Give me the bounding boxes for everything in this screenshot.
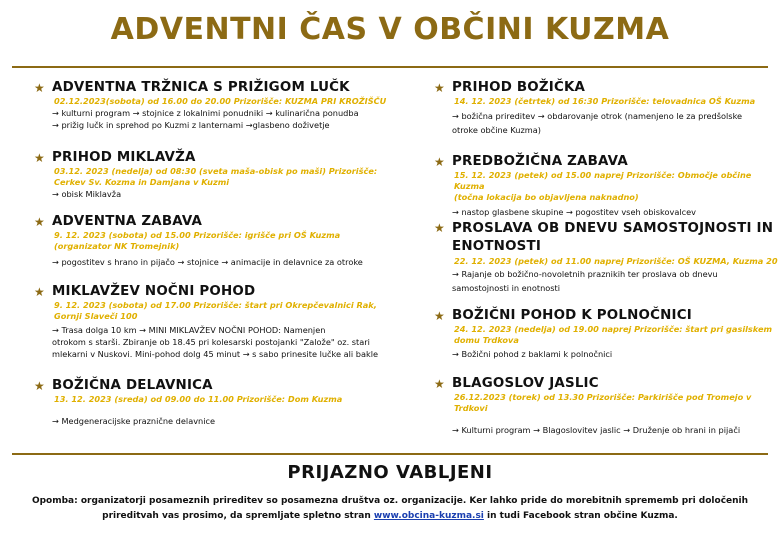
event-description: → božična prireditev → obdarovanje otrok (namenjeno le za predšolske otroke občine Kuzma) <box>452 111 743 135</box>
event-title: BOŽIČNI POHOD K POLNOČNICI <box>452 308 692 323</box>
event-description: → Medgeneracijske praznične delavnice <box>52 416 216 426</box>
event-item <box>34 80 404 131</box>
event-description: → kulturni program → stojnice z lokalnimi ponudniki → kulinarična ponudba → prižig lučk in sprehod po Kuzmi z lanternami →glasbeno doživetje <box>52 108 359 130</box>
star-icon: ★ <box>34 81 45 95</box>
event-info: 13. 12. 2023 (sreda) od 09.00 do 11.00 Prizorišče: Dom Kuzma <box>54 394 343 404</box>
page-title: ADVENTNI ČAS V OBČINI KUZMA <box>110 12 670 47</box>
event-title: PROSLAVA OB DNEVU SAMOSTOJNOSTI IN ENOTNOSTI <box>452 221 774 254</box>
event-info: 9. 12. 2023 (sobota) od 15.00 Prizorišče: igrišče pri OŠ Kuzma (organizator NK Tromejnik) <box>54 230 341 251</box>
event-item <box>34 378 404 427</box>
star-icon: ★ <box>34 215 45 229</box>
star-icon: ★ <box>434 155 445 169</box>
event-description: → Rajanje ob božično-novoletnih praznikih ter proslava ob dnevu samostojnosti in enotnosti <box>452 269 718 293</box>
event-title: ADVENTNA TRŽNICA S PRIŽIGOM LUČK <box>52 80 350 95</box>
event-item <box>434 308 779 360</box>
event-item <box>434 154 779 218</box>
event-description: → pogostitev s hrano in pijačo → stojnice → animacije in delavnice za otroke <box>52 257 363 267</box>
event-description: → obisk Miklavža <box>52 189 122 199</box>
top-divider <box>12 66 768 68</box>
event-info: 02.12.2023(sobota) od 16.00 do 20.00 Prizorišče: KUZMA PRI KROŽIŠČU <box>54 96 387 106</box>
star-icon: ★ <box>434 377 445 391</box>
event-title: MIKLAVŽEV NOČNI POHOD <box>52 284 256 299</box>
event-description: → nastop glasbene skupine → pogostitev vseh obiskovalcev <box>452 207 697 217</box>
event-description: → Kulturni program → Blagoslovitev jaslic → Druženje ob hrani in pijači <box>452 425 741 435</box>
event-item <box>34 150 404 200</box>
event-title: PRIHOD MIKLAVŽA <box>52 150 196 165</box>
star-icon: ★ <box>434 221 445 235</box>
event-item <box>34 214 404 268</box>
event-info: 15. 12. 2023 (petek) od 15.00 naprej Prizorišče: Območje občine Kuzma (točna lokacija bo objavljena naknadno) <box>454 170 752 202</box>
event-info: 26.12.2023 (torek) od 13.30 Prizorišče: Parkirišče pod Tromejo v Trdkovi <box>454 392 752 413</box>
event-info: 14. 12. 2023 (četrtek) od 16:30 Prizorišče: telovadnica OŠ Kuzma <box>454 96 756 106</box>
website-link[interactable]: www.obcina-kuzma.si <box>373 511 484 521</box>
star-icon: ★ <box>434 81 445 95</box>
bottom-divider <box>12 453 768 455</box>
event-title: BOŽIČNA DELAVNICA <box>52 378 213 393</box>
event-item <box>434 376 779 436</box>
event-description: → Trasa dolga 10 km → MINI MIKLAVŽEV NOČNI POHOD: Namenjen otrokom s starši. Zbiranje ob 18.45 pri kolesarski postojanki "Založe" oz. stari mlekarni v Nuskovi. Mini-pohod dolg 45 minut → s sabo prinesite lučke ali bakle <box>52 325 379 359</box>
event-info: 24. 12. 2023 (nedelja) od 19.00 naprej Prizorišče: štart pri gasilskem domu Trdkova <box>454 324 773 345</box>
event-title: PREDBOŽIČNA ZABAVA <box>452 154 628 169</box>
note-text: Opomba: organizatorji posameznih prireditev so posamezna društva oz. organizacije. Ker lahko pride do morebitnih sprememb pri določenih prireditvah vas prosimo, da spremljate spletno stran <box>31 496 749 521</box>
star-icon: ★ <box>34 285 45 299</box>
event-title: ADVENTNA ZABAVA <box>52 214 203 229</box>
event-item <box>434 80 779 137</box>
event-info: 9. 12. 2023 (sobota) od 17.00 Prizorišče: štart pri Okrepčevalnici Rak, Gornji Slaveči 100 <box>54 300 377 321</box>
event-info: 22. 12. 2023 (petek) od 11.00 naprej Prizorišče: OŠ KUZMA, Kuzma 20 <box>454 256 778 266</box>
event-item <box>434 220 779 295</box>
event-item <box>34 284 404 360</box>
footer-note <box>20 494 760 524</box>
note-text-end: in tudi Facebook stran občine Kuzma. <box>483 511 678 521</box>
welcome-heading: PRIJAZNO VABLJENI <box>287 462 493 483</box>
star-icon: ★ <box>34 379 45 393</box>
event-description: → Božični pohod z baklami k polnočnici <box>452 349 613 359</box>
event-info: 03.12. 2023 (nedelja) od 08:30 (sveta maša-obisk po maši) Prizorišče: Cerkev Sv. Kozma in Damjana v Kuzmi <box>54 166 378 187</box>
event-title: BLAGOSLOV JASLIC <box>452 376 599 391</box>
star-icon: ★ <box>434 309 445 323</box>
event-title: PRIHOD BOŽIČKA <box>452 80 586 95</box>
star-icon: ★ <box>34 151 45 165</box>
